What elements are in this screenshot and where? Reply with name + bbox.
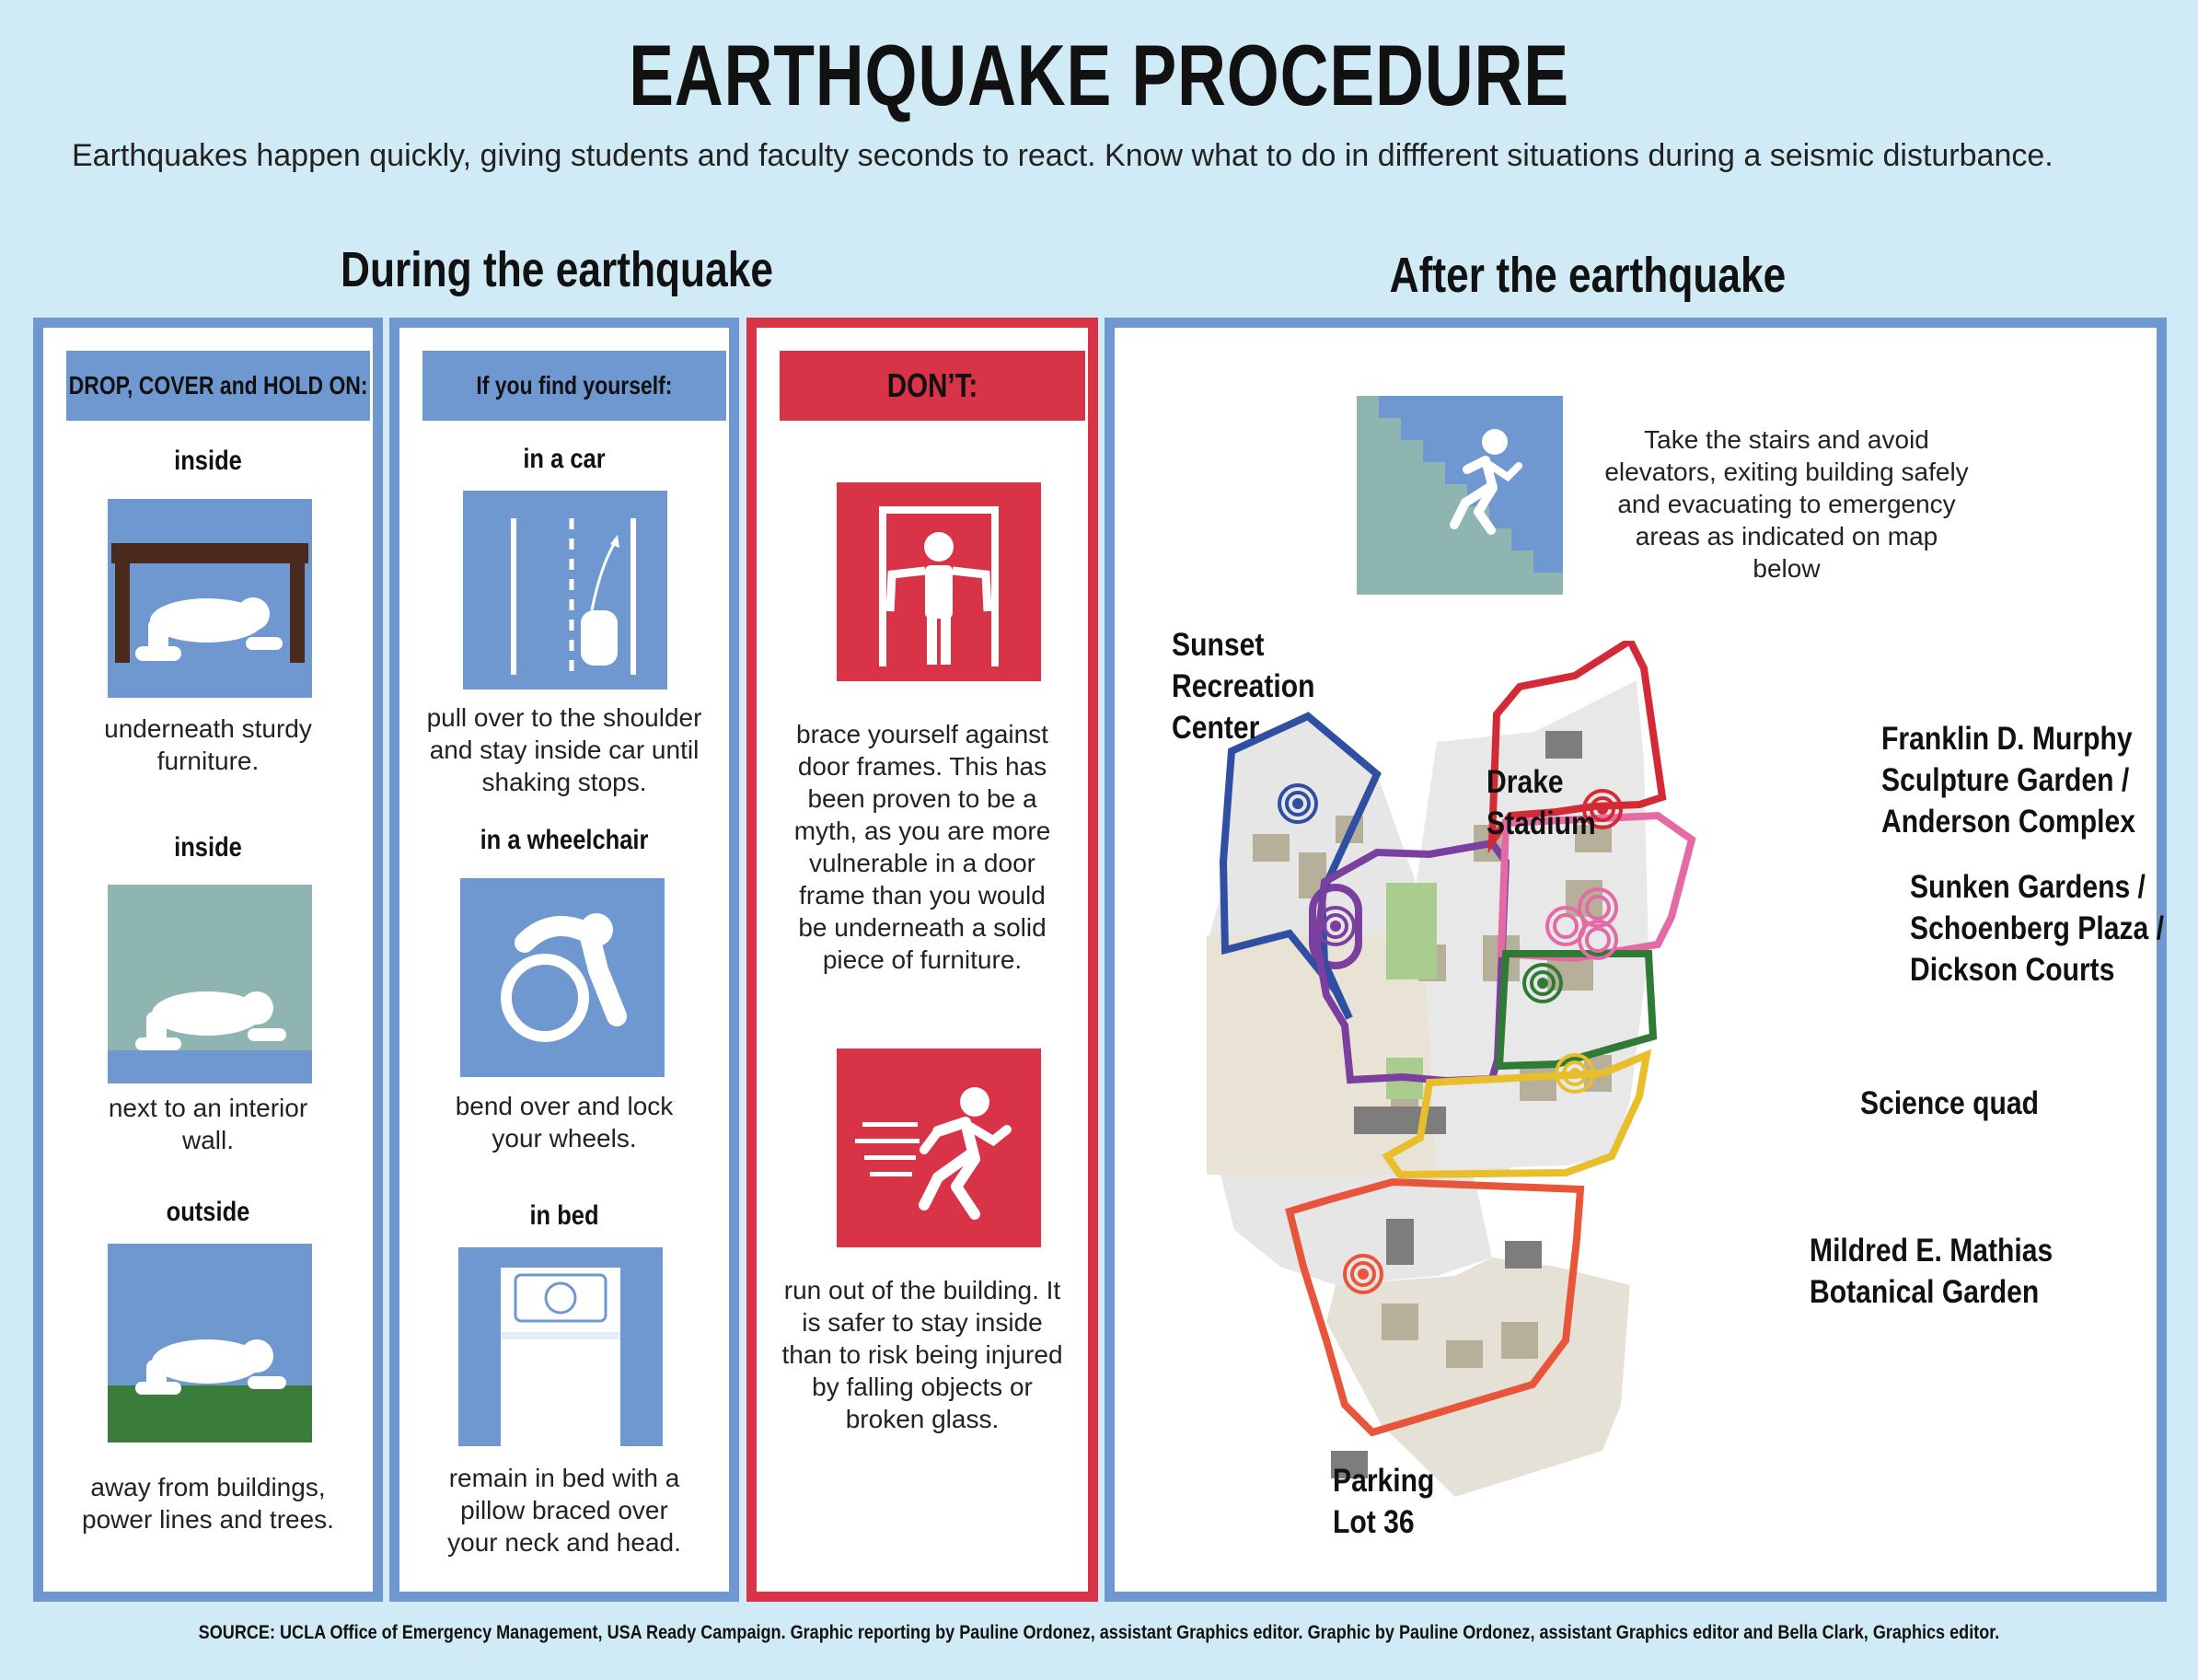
wheelchair-icon — [460, 878, 665, 1077]
label-parking-lot-36: Parking Lot 36 — [1333, 1463, 1435, 1540]
parking-marker — [1345, 1256, 1382, 1292]
page-subtitle: Earthquakes happen quickly, giving students and faculty seconds to react. Know what to do in diffferent situations during a seismic disturbance. — [72, 138, 2053, 173]
dont-header: DON’T: — [780, 351, 1085, 421]
source-credit: SOURCE: UCLA Office of Emergency Management, USA Ready Campaign. Graphic reporting by Pauline Ordonez, assistant Graphics editor. Graphic by Pauline Ordonez, assistant Graphics editor and Bella Clark, Graphics editor. — [198, 1622, 2000, 1643]
running-person-icon — [837, 1049, 1041, 1247]
label-sunset-recreation-center: Sunset Recreation Center — [1172, 627, 1315, 746]
science-marker — [1524, 965, 1561, 1002]
dont-item-2-text: run out of the building. It is safer to stay inside than to risk being injured by falling objects or broken glass. — [781, 1276, 1063, 1433]
find-item-3-label: in bed — [529, 1200, 599, 1231]
label-sunken-gardens: Sunken Gardens / Schoenberg Plaza / Dickson Courts — [1910, 869, 2165, 988]
bed-icon — [458, 1247, 663, 1446]
drake-field-1 — [1386, 883, 1437, 979]
drop-item-2-label: inside — [174, 832, 242, 863]
stairs-text: Take the stairs and avoid elevators, exiting building safely and evacuating to emergency areas as indicated on map below — [1604, 425, 1969, 583]
mathias-marker — [1556, 1055, 1593, 1092]
car-road-icon — [463, 491, 667, 689]
under-table-icon — [108, 499, 312, 698]
find-item-1-text: pull over to the shoulder and stay inside car until shaking stops. — [426, 703, 702, 796]
drop-cover-header: DROP, COVER and HOLD ON: — [66, 351, 370, 421]
drop-item-1-label: inside — [174, 446, 242, 476]
find-item-2-label: in a wheelchair — [480, 825, 649, 855]
outside-crouch-icon — [108, 1244, 312, 1442]
find-item-3-text: remain in bed with a pillow braced over your neck and head. — [447, 1464, 681, 1557]
find-item-2-text: bend over and lock your wheels. — [455, 1092, 674, 1153]
drop-item-1-text: underneath sturdy furniture. — [104, 714, 312, 775]
label-mathias-botanical-garden: Mildred E. Mathias Botanical Garden — [1810, 1233, 2053, 1310]
sunset-marker — [1279, 785, 1316, 822]
find-item-1-label: in a car — [523, 444, 606, 474]
drop-item-2-text: next to an interior wall. — [108, 1094, 308, 1154]
label-science-quad: Science quad — [1860, 1085, 2040, 1121]
dont-item-1-text: brace yourself against door frames. This has been proven to be a myth, as you are more vulnerable in a door frame than you would be underneath a solid piece of furniture. — [793, 720, 1051, 974]
drop-item-3-label: outside — [166, 1197, 250, 1227]
dont-panel — [746, 318, 1098, 1602]
during-heading: During the earthquake — [341, 242, 773, 297]
drake-marker — [1317, 908, 1354, 944]
label-murphy-sculpture-garden: Franklin D. Murphy Sculpture Garden / Anderson Complex — [1881, 721, 2135, 840]
after-panel — [1105, 318, 2167, 1602]
stairs-exit-icon — [1357, 396, 1563, 595]
page-title: EARTHQUAKE PROCEDURE — [629, 27, 1569, 123]
drop-cover-panel — [33, 318, 383, 1602]
find-yourself-panel — [389, 318, 739, 1602]
interior-wall-icon — [108, 885, 312, 1083]
drop-item-3-text: away from buildings, power lines and trees. — [82, 1473, 334, 1534]
door-frame-icon — [837, 482, 1041, 681]
find-yourself-header: If you find yourself: — [422, 351, 726, 421]
label-drake-stadium: Drake Stadium — [1487, 764, 1596, 841]
after-heading: After the earthquake — [1389, 248, 1787, 303]
